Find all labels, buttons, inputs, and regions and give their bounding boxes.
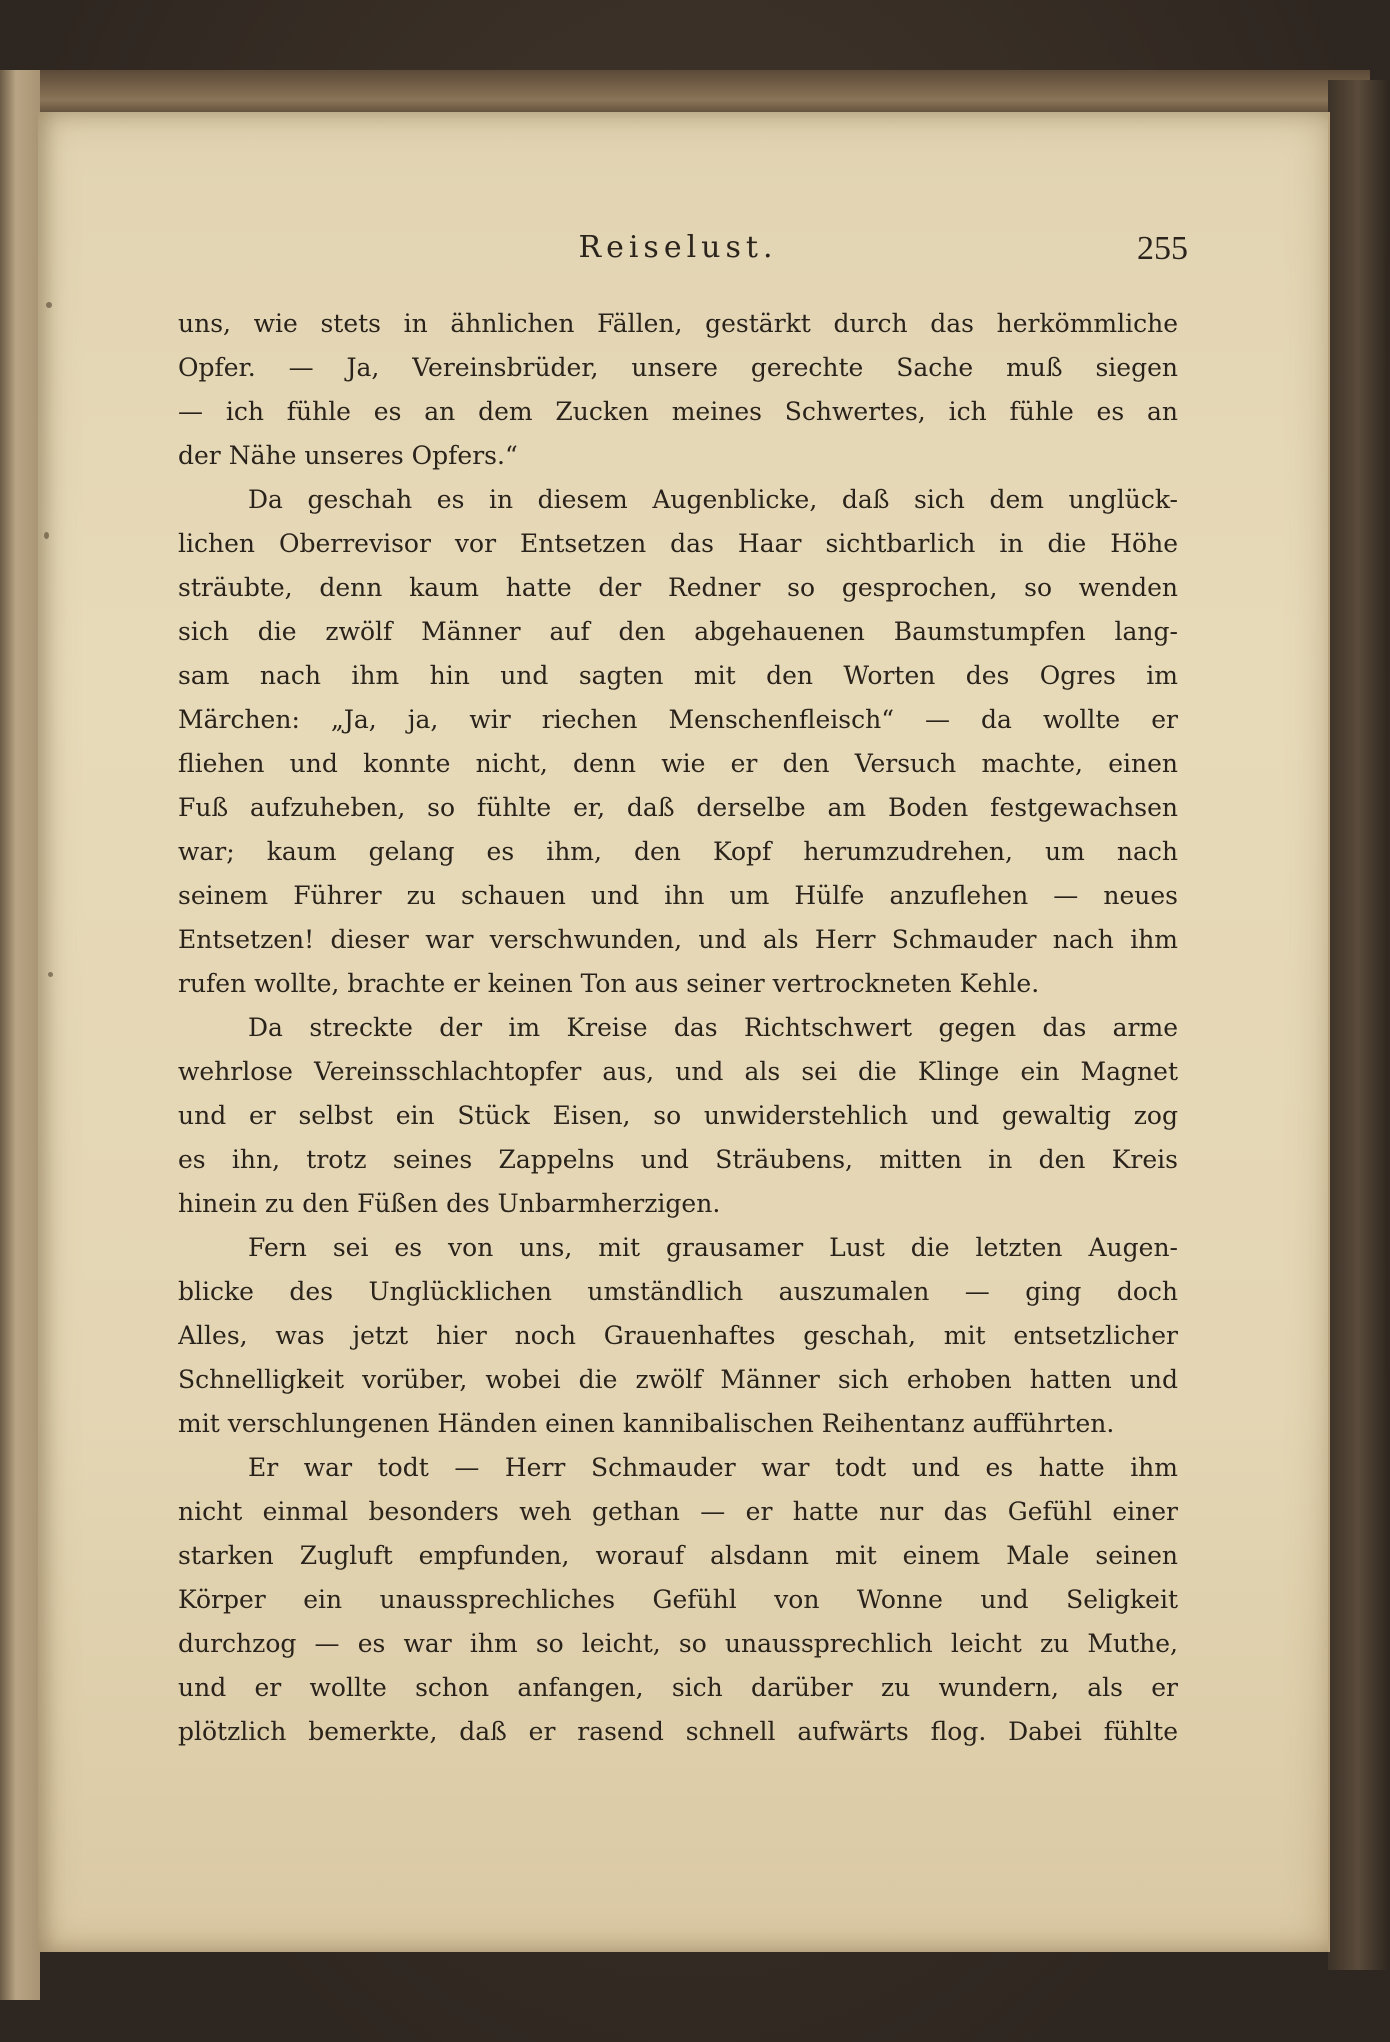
text-line: plötzlich bemerkte, daß er rasend schnell aufwärts flog. Dabei fühlte: [178, 1717, 1178, 1746]
book-page: [38, 112, 1330, 1952]
text-line: Da streckte der im Kreise das Richtschwert gegen das arme: [248, 1013, 1178, 1042]
text-line: durchzog — es war ihm so leicht, so unaussprechlich leicht zu Muthe,: [178, 1629, 1178, 1658]
text-line: mit verschlungenen Händen einen kannibalischen Reihentanz aufführten.: [178, 1409, 1115, 1438]
text-line: Fern sei es von uns, mit grausamer Lust die letzten Augen-: [248, 1233, 1178, 1262]
text-line: fliehen und konnte nicht, denn wie er den Versuch machte, einen: [178, 749, 1178, 778]
text-line: starken Zugluft empfunden, worauf alsdann mit einem Male seinen: [178, 1541, 1178, 1570]
text-line: Märchen: „Ja, ja, wir riechen Menschenfleisch“ — da wollte er: [178, 705, 1178, 734]
paper-speck: [44, 532, 49, 539]
cover-board-right: [1328, 80, 1388, 1970]
text-line: rufen wollte, brachte er keinen Ton aus seiner vertrockneten Kehle.: [178, 969, 1040, 998]
text-line: Alles, was jetzt hier noch Grauenhaftes geschah, mit entsetzlicher: [178, 1321, 1178, 1350]
text-line: uns, wie stets in ähnlichen Fällen, gestärkt durch das herkömmliche: [178, 309, 1178, 338]
text-line: lichen Oberrevisor vor Entsetzen das Haar sichtbarlich in die Höhe: [178, 529, 1178, 558]
text-line: nicht einmal besonders weh gethan — er hatte nur das Gefühl einer: [178, 1497, 1178, 1526]
text-line: es ihn, trotz seines Zappelns und Sträubens, mitten in den Kreis: [178, 1145, 1178, 1174]
body-text: [178, 302, 1178, 1754]
text-line: Entsetzen! dieser war verschwunden, und als Herr Schmauder nach ihm: [178, 925, 1178, 954]
text-line: Da geschah es in diesem Augenblicke, daß sich dem unglück-: [248, 485, 1178, 514]
book-spine-edge: [0, 70, 40, 2000]
text-line: sträubte, denn kaum hatte der Redner so gesprochen, so wenden: [178, 573, 1178, 602]
paper-speck: [48, 972, 53, 977]
text-line: hinein zu den Füßen des Unbarmherzigen.: [178, 1189, 721, 1218]
text-line: blicke des Unglücklichen umständlich auszumalen — ging doch: [178, 1277, 1178, 1306]
text-line: — ich fühle es an dem Zucken meines Schwertes, ich fühle es an: [178, 397, 1178, 426]
running-head: [178, 230, 1188, 290]
text-line: und er wollte schon anfangen, sich darüber zu wundern, als er: [178, 1673, 1178, 1702]
paper-speck: [46, 302, 52, 308]
text-line: Schnelligkeit vorüber, wobei die zwölf Männer sich erhoben hatten und: [178, 1365, 1178, 1394]
text-line: und er selbst ein Stück Eisen, so unwiderstehlich und gewaltig zog: [178, 1101, 1178, 1130]
text-line: der Nähe unseres Opfers.“: [178, 441, 518, 470]
page-number: 255: [1137, 230, 1188, 267]
text-line: sich die zwölf Männer auf den abgehauenen Baumstumpfen lang-: [178, 617, 1178, 646]
text-line: Opfer. — Ja, Vereinsbrüder, unsere gerechte Sache muß siegen: [178, 353, 1178, 382]
text-line: sam nach ihm hin und sagten mit den Worten des Ogres im: [178, 661, 1178, 690]
text-line: Er war todt — Herr Schmauder war todt und es hatte ihm: [248, 1453, 1178, 1482]
text-line: war; kaum gelang es ihm, den Kopf herumzudrehen, um nach: [178, 837, 1178, 866]
text-line: Fuß aufzuheben, so fühlte er, daß derselbe am Boden festgewachsen: [178, 793, 1178, 822]
text-line: Körper ein unaussprechliches Gefühl von Wonne und Seligkeit: [178, 1585, 1178, 1614]
running-title: Reiselust.: [578, 230, 778, 265]
text-line: seinem Führer zu schauen und ihn um Hülfe anzuflehen — neues: [178, 881, 1178, 910]
text-line: wehrlose Vereinsschlachtopfer aus, und als sei die Klinge ein Magnet: [178, 1057, 1178, 1086]
